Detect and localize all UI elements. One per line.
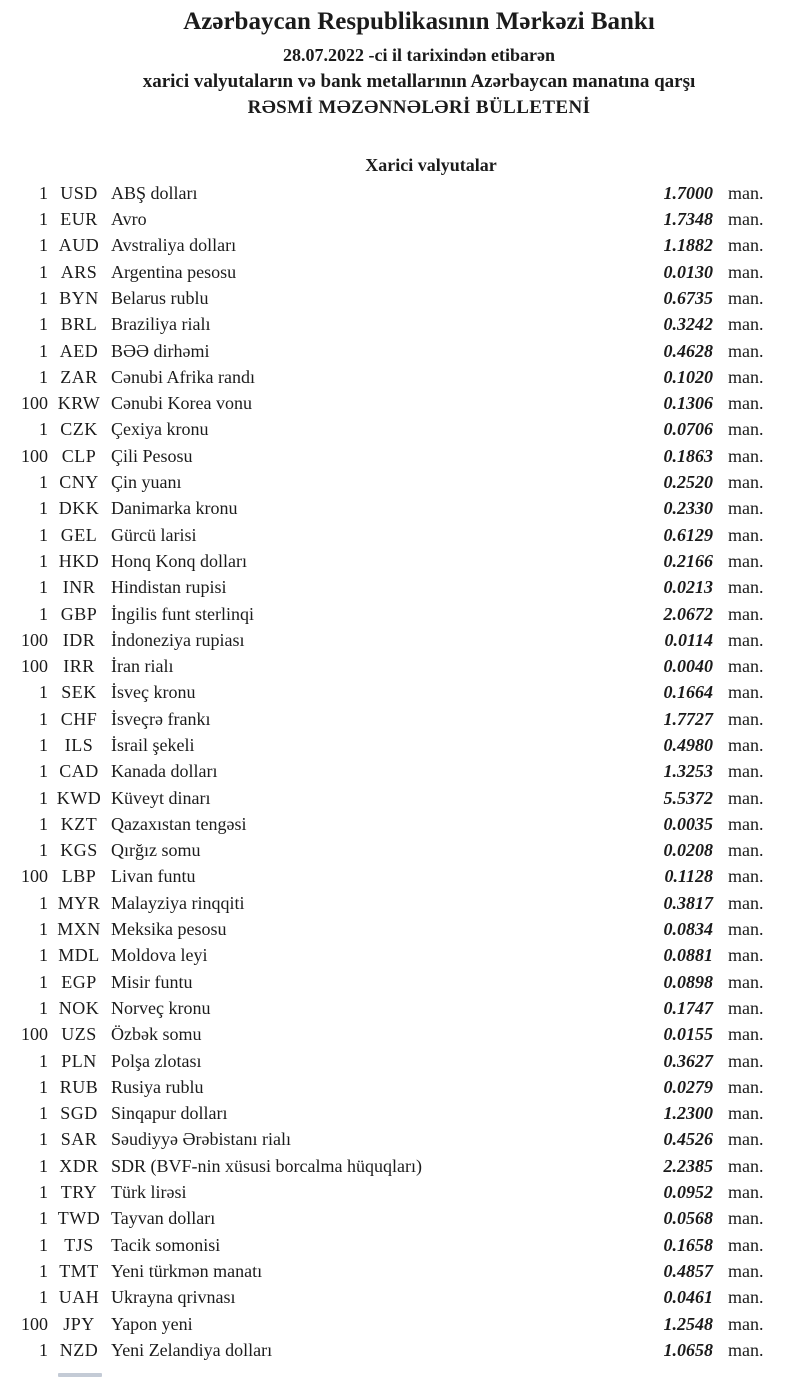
- currency-unit: man.: [728, 550, 764, 571]
- currency-rate: 0.1664: [663, 682, 713, 703]
- currency-rate: 1.7000: [663, 182, 713, 203]
- currency-unit: man.: [728, 577, 764, 598]
- currency-name: Avstraliya dolları: [111, 235, 237, 256]
- scope-line: xarici valyutaların və bank metallarının Azərbaycan manatına qarşı: [142, 70, 696, 92]
- currency-rate: 5.5372: [663, 787, 713, 808]
- currency-quantity: 1: [39, 498, 48, 519]
- currency-code: KGS: [60, 840, 98, 861]
- currency-code: IRR: [63, 656, 95, 677]
- currency-name: Moldova leyi: [111, 945, 208, 966]
- currency-row: [0, 367, 800, 393]
- currency-name: İsveçrə frankı: [111, 708, 211, 729]
- currency-quantity: 100: [21, 656, 48, 677]
- currency-unit: man.: [728, 866, 764, 887]
- currency-name: Kanada dolları: [111, 761, 218, 782]
- currency-quantity: 1: [39, 1129, 48, 1150]
- currency-row: [0, 604, 800, 630]
- currency-name: Yapon yeni: [111, 1313, 193, 1334]
- currency-quantity: 1: [39, 708, 48, 729]
- currency-quantity: 1: [39, 734, 48, 755]
- currency-row: [0, 761, 800, 787]
- currency-unit: man.: [728, 1313, 764, 1334]
- currency-name: Tayvan dolları: [111, 1208, 216, 1229]
- currency-quantity: 100: [21, 1024, 48, 1045]
- currency-quantity: 1: [39, 261, 48, 282]
- currency-unit: man.: [728, 1076, 764, 1097]
- currency-unit: man.: [728, 734, 764, 755]
- currency-code: ARS: [60, 261, 98, 282]
- currency-code: INR: [62, 577, 96, 598]
- currency-unit: man.: [728, 1260, 764, 1281]
- currency-rates-table: [0, 183, 800, 1366]
- currency-quantity: 1: [39, 919, 48, 940]
- currency-quantity: 1: [39, 524, 48, 545]
- currency-unit: man.: [728, 1129, 764, 1150]
- currency-rate: 0.1128: [664, 866, 713, 887]
- currency-quantity: 1: [39, 603, 48, 624]
- currency-code: HKD: [58, 550, 100, 571]
- currency-unit: man.: [728, 997, 764, 1018]
- currency-row: [0, 498, 800, 524]
- currency-row: [0, 630, 800, 656]
- currency-name: Braziliya rialı: [111, 314, 211, 335]
- currency-quantity: 1: [39, 1234, 48, 1255]
- currency-row: [0, 998, 800, 1024]
- currency-unit: man.: [728, 472, 764, 493]
- currency-name: Tacik somonisi: [111, 1234, 221, 1255]
- effective-date-line: 28.07.2022 -ci il tarixindən etibarən: [283, 44, 555, 65]
- currency-code: SAR: [60, 1129, 98, 1150]
- currency-row: [0, 341, 800, 367]
- currency-unit: man.: [728, 945, 764, 966]
- currency-quantity: 1: [39, 840, 48, 861]
- currency-row: [0, 945, 800, 971]
- currency-row: [0, 656, 800, 682]
- currency-quantity: 1: [39, 1208, 48, 1229]
- currency-quantity: 1: [39, 472, 48, 493]
- currency-rate: 0.4526: [663, 1129, 713, 1150]
- currency-name: Cənubi Afrika randı: [111, 366, 255, 387]
- currency-rate: 0.0035: [663, 813, 713, 834]
- currency-row: [0, 262, 800, 288]
- currency-unit: man.: [728, 1339, 764, 1360]
- currency-row: [0, 866, 800, 892]
- currency-rate: 1.7348: [663, 209, 713, 230]
- currency-name: Avro: [111, 209, 147, 230]
- currency-row: [0, 314, 800, 340]
- currency-name: Hindistan rupisi: [111, 577, 227, 598]
- currency-code: SGD: [60, 1103, 98, 1124]
- currency-unit: man.: [728, 393, 764, 414]
- currency-code: CNY: [59, 472, 99, 493]
- currency-code: TJS: [64, 1234, 94, 1255]
- currency-rate: 0.2330: [663, 498, 713, 519]
- currency-unit: man.: [728, 1103, 764, 1124]
- currency-code: JPY: [63, 1313, 95, 1334]
- currency-code: TWD: [57, 1208, 101, 1229]
- currency-quantity: 1: [39, 761, 48, 782]
- currency-code: RUB: [59, 1076, 99, 1097]
- currency-row: [0, 525, 800, 551]
- currency-rate: 0.3817: [663, 892, 713, 913]
- currency-code: AUD: [58, 235, 100, 256]
- currency-unit: man.: [728, 629, 764, 650]
- currency-quantity: 100: [21, 393, 48, 414]
- currency-unit: man.: [728, 287, 764, 308]
- currency-name: Danimarka kronu: [111, 498, 238, 519]
- currency-code: GBP: [60, 603, 98, 624]
- currency-name: Gürcü larisi: [111, 524, 197, 545]
- currency-row: [0, 972, 800, 998]
- currency-rate: 0.0208: [663, 840, 713, 861]
- currency-row: [0, 209, 800, 235]
- currency-quantity: 1: [39, 366, 48, 387]
- currency-unit: man.: [728, 840, 764, 861]
- currency-row: [0, 1103, 800, 1129]
- currency-name: Ukrayna qrivnası: [111, 1287, 236, 1308]
- currency-quantity: 1: [39, 419, 48, 440]
- currency-row: [0, 1261, 800, 1287]
- currency-name: İsrail şekeli: [111, 734, 195, 755]
- currency-quantity: 1: [39, 1260, 48, 1281]
- currency-quantity: 1: [39, 550, 48, 571]
- currency-code: NOK: [58, 997, 100, 1018]
- currency-name: Yeni türkmən manatı: [111, 1260, 263, 1281]
- currency-row: [0, 1156, 800, 1182]
- currency-rate: 0.0834: [663, 919, 713, 940]
- currency-row: [0, 682, 800, 708]
- currency-row: [0, 577, 800, 603]
- currency-name: İndoneziya rupiası: [111, 629, 245, 650]
- currency-name: Çin yuanı: [111, 472, 182, 493]
- currency-unit: man.: [728, 603, 764, 624]
- currency-rate: 1.2548: [663, 1313, 713, 1334]
- currency-quantity: 100: [21, 866, 48, 887]
- currency-name: Belarus rublu: [111, 287, 209, 308]
- currency-unit: man.: [728, 919, 764, 940]
- currency-name: Meksika pesosu: [111, 919, 227, 940]
- currency-quantity: 1: [39, 971, 48, 992]
- currency-name: Qırğız somu: [111, 840, 201, 861]
- currency-quantity: 1: [39, 287, 48, 308]
- currency-quantity: 1: [39, 1182, 48, 1203]
- currency-code: DKK: [58, 498, 100, 519]
- currency-code: ILS: [64, 734, 94, 755]
- currency-quantity: 1: [39, 892, 48, 913]
- currency-code: LBP: [61, 866, 97, 887]
- currency-name: Türk lirəsi: [111, 1182, 187, 1203]
- currency-rate: 0.0568: [663, 1208, 713, 1229]
- currency-name: Argentina pesosu: [111, 261, 237, 282]
- currency-name: İngilis funt sterlinqi: [111, 603, 254, 624]
- currency-row: [0, 893, 800, 919]
- currency-row: [0, 1340, 800, 1366]
- currency-rate: 0.0155: [663, 1024, 713, 1045]
- currency-name: Honq Konq dolları: [111, 550, 247, 571]
- currency-name: Yeni Zelandiya dolları: [111, 1339, 273, 1360]
- currency-row: [0, 788, 800, 814]
- currency-name: ABŞ dolları: [111, 182, 198, 203]
- currency-row: [0, 840, 800, 866]
- currency-unit: man.: [728, 708, 764, 729]
- currency-code: TRY: [60, 1182, 98, 1203]
- currency-unit: man.: [728, 235, 764, 256]
- currency-code: UAH: [58, 1287, 100, 1308]
- currency-code: KZT: [60, 813, 98, 834]
- page-bottom-cutoff-artifact: [58, 1373, 102, 1377]
- currency-quantity: 1: [39, 182, 48, 203]
- currency-quantity: 1: [39, 235, 48, 256]
- currency-rate: 0.0898: [663, 971, 713, 992]
- currency-code: MYR: [57, 892, 101, 913]
- currency-code: SEK: [61, 682, 97, 703]
- currency-code: MXN: [57, 919, 101, 940]
- currency-name: Livan funtu: [111, 866, 196, 887]
- currency-rate: 1.7727: [663, 708, 713, 729]
- currency-unit: man.: [728, 182, 764, 203]
- currency-quantity: 1: [39, 1339, 48, 1360]
- currency-unit: man.: [728, 1208, 764, 1229]
- currency-code: CHF: [60, 708, 98, 729]
- bank-name-title: Azərbaycan Respublikasının Mərkəzi Bankı: [183, 8, 655, 35]
- currency-code: ZAR: [60, 366, 98, 387]
- currency-code: AED: [59, 340, 99, 361]
- currency-unit: man.: [728, 524, 764, 545]
- currency-rate: 1.2300: [663, 1103, 713, 1124]
- currency-code: CZK: [60, 419, 98, 440]
- currency-rate: 0.4857: [663, 1260, 713, 1281]
- currency-unit: man.: [728, 419, 764, 440]
- currency-code: PLN: [61, 1050, 97, 1071]
- currency-name: BƏƏ dirhəmi: [111, 340, 210, 361]
- currency-row: [0, 1235, 800, 1261]
- currency-rate: 0.2520: [663, 472, 713, 493]
- currency-rate: 0.1306: [663, 393, 713, 414]
- currency-quantity: 1: [39, 1103, 48, 1124]
- currency-row: [0, 288, 800, 314]
- currency-row: [0, 709, 800, 735]
- currency-quantity: 100: [21, 629, 48, 650]
- currency-rate: 0.4628: [663, 340, 713, 361]
- currency-code: UZS: [61, 1024, 97, 1045]
- currency-unit: man.: [728, 314, 764, 335]
- currency-row: [0, 419, 800, 445]
- currency-name: Rusiya rublu: [111, 1076, 204, 1097]
- currency-name: Çili Pesosu: [111, 445, 193, 466]
- currency-row: [0, 1129, 800, 1155]
- currency-row: [0, 551, 800, 577]
- currency-unit: man.: [728, 498, 764, 519]
- currency-rate: 0.0130: [663, 261, 713, 282]
- currency-name: Küveyt dinarı: [111, 787, 211, 808]
- currency-quantity: 1: [39, 209, 48, 230]
- currency-rate: 0.1747: [663, 997, 713, 1018]
- currency-quantity: 100: [21, 445, 48, 466]
- currency-unit: man.: [728, 1287, 764, 1308]
- currency-unit: man.: [728, 366, 764, 387]
- currency-quantity: 1: [39, 813, 48, 834]
- currency-code: TMT: [59, 1260, 99, 1281]
- currency-quantity: 1: [39, 1076, 48, 1097]
- currency-quantity: 1: [39, 1287, 48, 1308]
- currency-row: [0, 235, 800, 261]
- currency-rate: 1.0658: [663, 1339, 713, 1360]
- currency-row: [0, 814, 800, 840]
- currency-code: USD: [60, 182, 98, 203]
- bulletin-title: RƏSMİ MƏZƏNNƏLƏRİ BÜLLETENİ: [247, 96, 591, 118]
- currency-rate: 0.1020: [663, 366, 713, 387]
- currency-row: [0, 1182, 800, 1208]
- currency-name: Sinqapur dolları: [111, 1103, 228, 1124]
- currency-unit: man.: [728, 1024, 764, 1045]
- currency-name: İran rialı: [111, 656, 174, 677]
- currency-name: İsveç kronu: [111, 682, 196, 703]
- currency-row: [0, 735, 800, 761]
- currency-unit: man.: [728, 813, 764, 834]
- currency-row: [0, 1024, 800, 1050]
- currency-rate: 0.0461: [663, 1287, 713, 1308]
- currency-quantity: 1: [39, 577, 48, 598]
- currency-name: Malayziya rinqqiti: [111, 892, 245, 913]
- currency-code: XDR: [59, 1155, 99, 1176]
- currency-quantity: 1: [39, 340, 48, 361]
- currency-rate: 2.2385: [663, 1155, 713, 1176]
- currency-code: KWD: [56, 787, 102, 808]
- currency-code: GEL: [60, 524, 98, 545]
- section-title-foreign-currencies: Xarici valyutalar: [365, 154, 497, 175]
- currency-rate: 0.6129: [663, 524, 713, 545]
- currency-rate: 0.0952: [663, 1182, 713, 1203]
- currency-code: EGP: [61, 971, 97, 992]
- currency-name: SDR (BVF-nin xüsusi borcalma hüquqları): [111, 1155, 422, 1176]
- currency-rate: 1.1882: [663, 235, 713, 256]
- currency-quantity: 1: [39, 1050, 48, 1071]
- currency-row: [0, 1287, 800, 1313]
- currency-unit: man.: [728, 787, 764, 808]
- currency-quantity: 1: [39, 314, 48, 335]
- currency-rate: 0.2166: [663, 550, 713, 571]
- currency-rate: 0.0706: [663, 419, 713, 440]
- currency-unit: man.: [728, 445, 764, 466]
- currency-row: [0, 183, 800, 209]
- currency-unit: man.: [728, 1050, 764, 1071]
- currency-rate: 0.0881: [663, 945, 713, 966]
- currency-name: Misir funtu: [111, 971, 193, 992]
- currency-row: [0, 1208, 800, 1234]
- currency-row: [0, 393, 800, 419]
- currency-quantity: 1: [39, 997, 48, 1018]
- currency-code: KRW: [57, 393, 101, 414]
- currency-row: [0, 919, 800, 945]
- currency-unit: man.: [728, 682, 764, 703]
- currency-unit: man.: [728, 1234, 764, 1255]
- currency-unit: man.: [728, 209, 764, 230]
- currency-unit: man.: [728, 261, 764, 282]
- currency-quantity: 1: [39, 1155, 48, 1176]
- currency-rate: 0.0213: [663, 577, 713, 598]
- currency-quantity: 1: [39, 787, 48, 808]
- currency-rate: 0.0114: [664, 629, 713, 650]
- currency-rate: 0.0279: [663, 1076, 713, 1097]
- currency-quantity: 100: [21, 1313, 48, 1334]
- currency-code: CAD: [59, 761, 99, 782]
- currency-row: [0, 1314, 800, 1340]
- currency-row: [0, 1077, 800, 1103]
- currency-name: Səudiyyə Ərəbistanı rialı: [111, 1129, 291, 1150]
- currency-rate: 0.1658: [663, 1234, 713, 1255]
- currency-name: Polşa zlotası: [111, 1050, 202, 1071]
- currency-unit: man.: [728, 340, 764, 361]
- currency-rate: 0.3627: [663, 1050, 713, 1071]
- currency-unit: man.: [728, 892, 764, 913]
- currency-rate: 0.0040: [663, 656, 713, 677]
- currency-row: [0, 446, 800, 472]
- currency-quantity: 1: [39, 682, 48, 703]
- currency-rate: 0.1863: [663, 445, 713, 466]
- currency-code: NZD: [59, 1339, 99, 1360]
- currency-code: BRL: [60, 314, 98, 335]
- currency-quantity: 1: [39, 945, 48, 966]
- currency-rate: 2.0672: [663, 603, 713, 624]
- currency-code: EUR: [60, 209, 98, 230]
- currency-row: [0, 1051, 800, 1077]
- currency-rate: 1.3253: [663, 761, 713, 782]
- currency-name: Norveç kronu: [111, 997, 211, 1018]
- currency-unit: man.: [728, 1155, 764, 1176]
- currency-unit: man.: [728, 1182, 764, 1203]
- currency-unit: man.: [728, 971, 764, 992]
- currency-code: MDL: [58, 945, 100, 966]
- bulletin-header: [0, 0, 800, 119]
- currency-rate: 0.3242: [663, 314, 713, 335]
- currency-code: BYN: [59, 287, 99, 308]
- currency-name: Çexiya kronu: [111, 419, 209, 440]
- currency-name: Özbək somu: [111, 1024, 202, 1045]
- currency-rate: 0.4980: [663, 734, 713, 755]
- currency-unit: man.: [728, 761, 764, 782]
- currency-name: Cənubi Korea vonu: [111, 393, 252, 414]
- currency-row: [0, 472, 800, 498]
- currency-unit: man.: [728, 656, 764, 677]
- currency-code: CLP: [61, 445, 97, 466]
- currency-name: Qazaxıstan tengəsi: [111, 813, 247, 834]
- currency-code: IDR: [62, 629, 96, 650]
- currency-rate: 0.6735: [663, 287, 713, 308]
